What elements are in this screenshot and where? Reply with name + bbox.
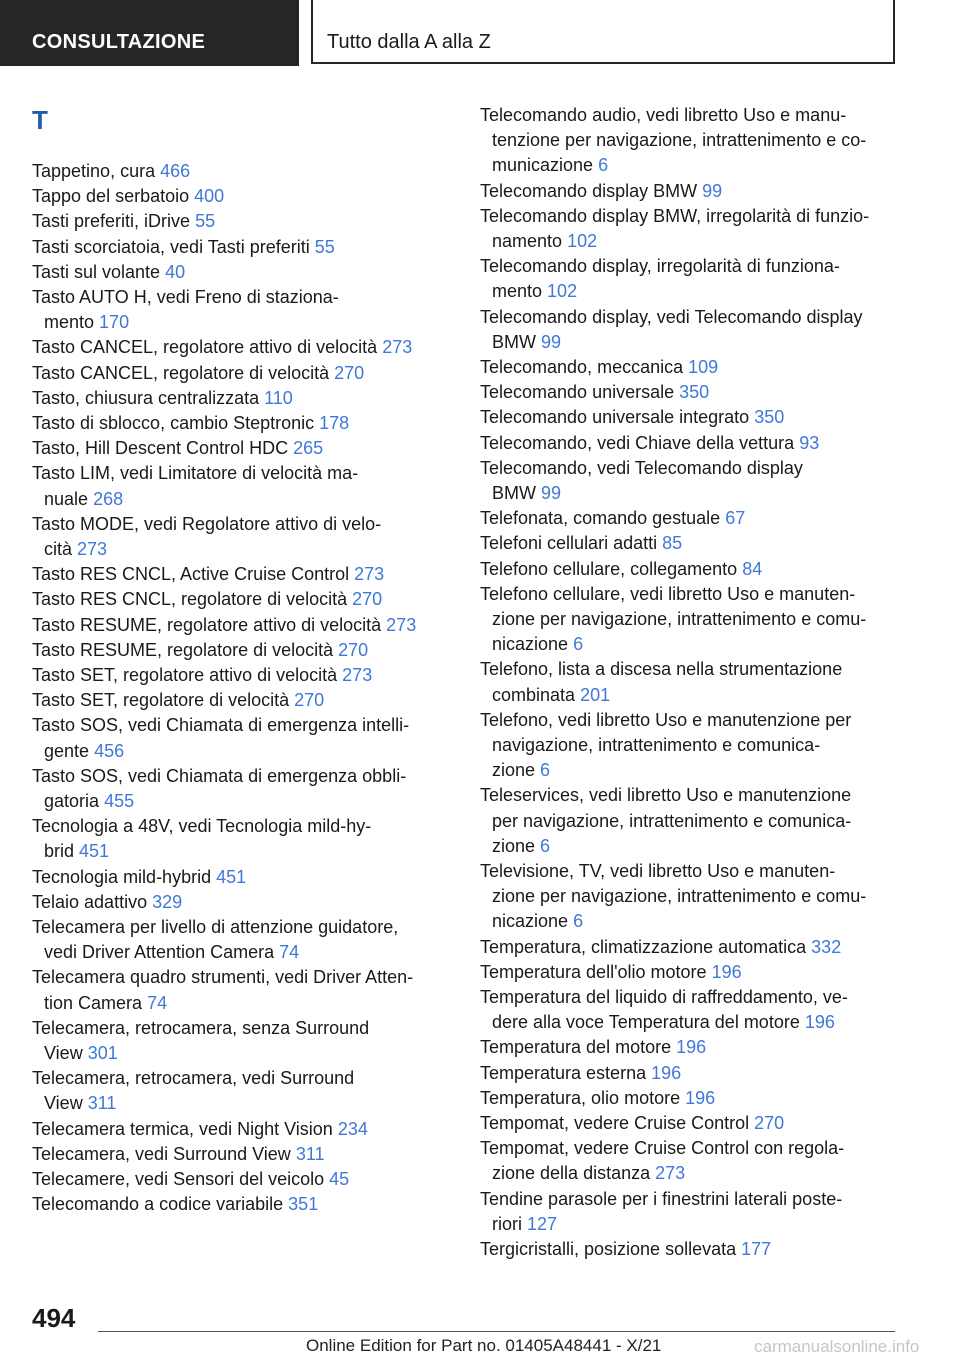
entry-text: Telecamera, vedi Surround View xyxy=(32,1143,291,1164)
index-entry xyxy=(32,713,447,763)
page-reference-link[interactable]: 196 xyxy=(685,1087,716,1108)
page-reference-link[interactable]: 177 xyxy=(741,1239,772,1259)
index-entry xyxy=(480,935,910,960)
entry-text: BMW xyxy=(492,331,536,352)
entry-text: Tasto SOS, vedi Chiamata di emergenza intelli- xyxy=(32,715,410,736)
index-entry xyxy=(32,1066,447,1116)
page-reference-link[interactable]: 196 xyxy=(711,961,742,982)
entry-text: brid xyxy=(44,841,75,862)
footer-divider xyxy=(98,1331,895,1332)
entry-text: Tasti preferiti, iDrive xyxy=(32,211,191,232)
entry-text: mento xyxy=(492,281,543,302)
entry-text: Telecamera, retrocamera, vedi Surround xyxy=(32,1068,355,1089)
entry-text: Tasto RESUME, regolatore attivo di velocità xyxy=(32,614,382,635)
page-reference-link[interactable]: 265 xyxy=(293,438,324,459)
page-reference-link[interactable]: 6 xyxy=(540,835,551,856)
entry-text: Tasto CANCEL, regolatore di velocità xyxy=(32,362,330,383)
index-entry xyxy=(32,764,447,814)
index-entry xyxy=(32,512,447,562)
entry-text: Telecomando audio, vedi libretto Uso e manu- xyxy=(480,105,847,125)
entry-text: Telecamera, retrocamera, senza Surround xyxy=(32,1017,370,1038)
index-entry xyxy=(480,431,910,456)
entry-text: Tasti scorciatoia, vedi Tasti preferiti xyxy=(32,236,310,257)
index-entry xyxy=(480,179,910,204)
index-entry xyxy=(480,254,910,304)
page-reference-link[interactable]: 456 xyxy=(94,740,125,761)
page-reference-link[interactable]: 451 xyxy=(79,841,110,862)
page-reference-link[interactable]: 178 xyxy=(319,413,350,433)
index-entry xyxy=(480,557,910,582)
entry-text: Telefonata, comando gestuale xyxy=(480,508,721,529)
entry-text: Tasto AUTO H, vedi Freno di staziona- xyxy=(32,287,339,307)
entry-text: Tecnologia a 48V, vedi Tecnologia mild-hy- xyxy=(32,816,372,837)
entry-text: navigazione, intrattenimento e comunica- xyxy=(492,735,821,755)
entry-text: Telecomando, vedi Chiave della vettura xyxy=(480,432,795,453)
index-entry xyxy=(480,103,910,179)
page-reference-link[interactable]: 196 xyxy=(651,1062,682,1083)
entry-text: Telecomando display BMW xyxy=(480,180,698,201)
index-entry xyxy=(32,688,447,713)
edition-note: Online Edition for Part no. 01405A48441 - X/21 xyxy=(306,1336,662,1355)
index-entry xyxy=(480,506,910,531)
page-reference-link[interactable]: 351 xyxy=(288,1194,319,1215)
entry-text: vedi Driver Attention Camera xyxy=(44,942,275,963)
index-entry xyxy=(480,355,910,380)
page-reference-link[interactable]: 273 xyxy=(342,665,373,685)
index-entry xyxy=(32,436,447,461)
index-entry xyxy=(32,865,447,890)
page-reference-link[interactable]: 400 xyxy=(194,186,225,207)
entry-text: View xyxy=(44,1043,83,1063)
index-entry xyxy=(32,814,447,864)
entry-text: Tasto SOS, vedi Chiamata di emergenza obbli- xyxy=(32,765,407,786)
page-reference-link[interactable]: 74 xyxy=(279,942,300,963)
page-reference-link[interactable]: 6 xyxy=(573,634,584,655)
page-reference-link[interactable]: 40 xyxy=(165,261,186,282)
page-reference-link[interactable]: 99 xyxy=(702,180,723,201)
entry-text: Tasto SET, regolatore di velocità xyxy=(32,690,290,711)
page-reference-link[interactable]: 311 xyxy=(87,1093,117,1114)
index-entry xyxy=(32,386,447,411)
index-entry xyxy=(480,204,910,254)
entry-text: zione xyxy=(492,760,536,781)
index-entry xyxy=(480,305,910,355)
entry-text: Telaio adattivo xyxy=(32,891,148,912)
index-entry xyxy=(480,1237,910,1262)
index-entry xyxy=(32,461,447,511)
index-entry xyxy=(32,613,447,638)
index-entry xyxy=(480,1187,910,1237)
index-entry xyxy=(32,159,447,184)
entry-text: Tasto SET, regolatore attivo di velocità xyxy=(32,665,338,685)
entry-text: combinata xyxy=(492,684,576,705)
entry-text: nicazione xyxy=(492,634,569,655)
page-reference-link[interactable]: 273 xyxy=(354,564,385,585)
entry-text: Telecamera quadro strumenti, vedi Driver Atten- xyxy=(32,967,414,988)
entry-text: Telefono, lista a discesa nella strumentazione xyxy=(480,659,843,680)
index-entry xyxy=(480,1111,910,1136)
page-reference-link[interactable]: 329 xyxy=(152,891,183,912)
entry-text: tion Camera xyxy=(44,992,143,1013)
page-reference-link[interactable]: 301 xyxy=(87,1043,118,1063)
entry-text: Telefono, vedi libretto Uso e manutenzione per xyxy=(480,709,852,730)
page-reference-link[interactable]: 350 xyxy=(679,382,710,403)
entry-text: tenzione per navigazione, intrattenimento e co- xyxy=(492,130,867,151)
page-reference-link[interactable]: 170 xyxy=(99,312,130,333)
entry-text: zione per navigazione, intrattenimento e comu- xyxy=(492,886,867,907)
index-entry xyxy=(32,562,447,587)
entry-text: gatoria xyxy=(44,791,100,811)
entry-text: Telecomando a codice variabile xyxy=(32,1194,284,1215)
page-reference-link[interactable]: 84 xyxy=(742,558,763,579)
page-reference-link[interactable]: 102 xyxy=(547,281,578,302)
index-entry xyxy=(32,260,447,285)
index-entry xyxy=(480,380,910,405)
entry-text: Temperatura dell'olio motore xyxy=(480,961,707,982)
entry-text: Telecamere, vedi Sensori del veicolo xyxy=(32,1169,325,1189)
index-entry xyxy=(480,1061,910,1086)
page-reference-link[interactable]: 55 xyxy=(314,236,335,257)
page-reference-link[interactable]: 273 xyxy=(655,1163,686,1184)
entry-text: Tasto RESUME, regolatore di velocità xyxy=(32,639,334,660)
page-reference-link[interactable]: 311 xyxy=(295,1143,325,1164)
entry-text: mento xyxy=(44,312,95,333)
index-entry xyxy=(480,456,910,506)
page-reference-link[interactable]: 270 xyxy=(352,589,383,610)
page-reference-link[interactable]: 127 xyxy=(527,1213,558,1234)
index-entry xyxy=(480,582,910,658)
page-reference-link[interactable]: 270 xyxy=(338,639,369,660)
entry-text: Televisione, TV, vedi libretto Uso e manuten- xyxy=(480,861,836,881)
page-reference-link[interactable]: 6 xyxy=(540,760,551,781)
entry-text: Telecomando, vedi Telecomando display xyxy=(480,457,803,478)
page-reference-link[interactable]: 93 xyxy=(799,432,820,453)
entry-text: Tasti sul volante xyxy=(32,261,161,282)
entry-text: per navigazione, intrattenimento e comunica- xyxy=(492,810,852,831)
entry-text: riori xyxy=(492,1213,522,1234)
index-entry xyxy=(32,184,447,209)
entry-text: Tasto RES CNCL, Active Cruise Control xyxy=(32,564,350,585)
entry-text: Telecamera per livello di attenzione guidatore, xyxy=(32,917,399,937)
entry-text: Teleservices, vedi libretto Uso e manutenzione xyxy=(480,785,852,806)
index-entry xyxy=(480,1035,910,1060)
index-entry xyxy=(32,1192,447,1217)
index-entry xyxy=(32,411,447,436)
index-entry xyxy=(480,531,910,556)
index-entry xyxy=(32,335,447,360)
index-entry xyxy=(480,708,910,784)
index-entry xyxy=(32,285,447,335)
entry-text: Tasto LIM, vedi Limitatore di velocità ma- xyxy=(32,463,359,484)
index-entry xyxy=(32,209,447,234)
entry-text: Temperatura del liquido di raffreddamento, ve- xyxy=(480,987,848,1007)
page-reference-link[interactable]: 273 xyxy=(382,337,413,358)
page-reference-link[interactable]: 67 xyxy=(725,508,746,529)
page-reference-link[interactable]: 201 xyxy=(580,684,611,705)
page-reference-link[interactable]: 110 xyxy=(264,387,293,408)
entry-text: Telefono cellulare, vedi libretto Uso e manuten- xyxy=(480,583,856,604)
page-reference-link[interactable]: 99 xyxy=(541,331,562,352)
index-entry xyxy=(32,638,447,663)
page-reference-link[interactable]: 455 xyxy=(104,791,135,811)
index-entry xyxy=(32,1167,447,1192)
page-reference-link[interactable]: 451 xyxy=(216,866,247,887)
page-reference-link[interactable]: 45 xyxy=(329,1169,350,1189)
page-reference-link[interactable]: 466 xyxy=(160,161,191,181)
entry-text: cità xyxy=(44,539,73,559)
entry-text: zione xyxy=(492,835,536,856)
entry-text: Temperatura esterna xyxy=(480,1062,647,1083)
entry-text: Tempomat, vedere Cruise Control xyxy=(480,1113,750,1133)
entry-text: Telecomando display, vedi Telecomando display xyxy=(480,306,863,327)
index-entry xyxy=(32,235,447,260)
page-reference-link[interactable]: 99 xyxy=(541,483,562,503)
entry-text: zione della distanza xyxy=(492,1163,651,1184)
entry-text: Telefono cellulare, collegamento xyxy=(480,558,738,579)
index-entry xyxy=(480,405,910,430)
index-entry xyxy=(32,1016,447,1066)
page-reference-link[interactable]: 332 xyxy=(811,936,842,957)
page-reference-link[interactable]: 273 xyxy=(386,614,417,635)
page-reference-link[interactable]: 109 xyxy=(688,357,719,377)
page-reference-link[interactable]: 268 xyxy=(93,488,124,509)
entry-text: dere alla voce Temperatura del motore xyxy=(492,1012,800,1033)
page-reference-link[interactable]: 270 xyxy=(754,1113,785,1133)
entry-text: Tempomat, vedere Cruise Control con regola- xyxy=(480,1138,845,1159)
entry-text: BMW xyxy=(492,483,536,503)
index-entry xyxy=(480,783,910,859)
entry-text: Tasto di sblocco, cambio Steptronic xyxy=(32,413,315,433)
page-number: 494 xyxy=(32,1303,76,1333)
index-entry xyxy=(32,1117,447,1142)
index-entry xyxy=(480,859,910,935)
entry-text: namento xyxy=(492,231,563,251)
entry-text: Telecomando universale integrato xyxy=(480,407,750,428)
entry-text: Telecomando display BMW, irregolarità di funzio- xyxy=(480,205,870,226)
index-entry xyxy=(32,965,447,1015)
page-reference-link[interactable]: 196 xyxy=(676,1037,707,1058)
page-reference-link[interactable]: 196 xyxy=(804,1012,835,1033)
index-entry xyxy=(32,890,447,915)
entry-text: Tappetino, cura xyxy=(32,161,156,181)
index-entry xyxy=(480,657,910,707)
page-reference-link[interactable]: 55 xyxy=(195,211,216,232)
page-reference-link[interactable]: 6 xyxy=(573,911,584,932)
entry-text: Tasto MODE, vedi Regolatore attivo di velo- xyxy=(32,513,382,534)
entry-text: Temperatura, olio motore xyxy=(480,1087,681,1108)
entry-text: View xyxy=(44,1093,83,1114)
entry-text: Telecamera termica, vedi Night Vision xyxy=(32,1118,333,1139)
entry-text: nuale xyxy=(44,488,89,509)
entry-text: Tendine parasole per i finestrini laterali poste- xyxy=(480,1188,843,1209)
chapter-title: Tutto dalla A alla Z xyxy=(311,0,895,64)
entry-text: zione per navigazione, intrattenimento e comu- xyxy=(492,609,867,629)
page-reference-link[interactable]: 6 xyxy=(598,155,609,176)
entry-text: Telecomando, meccanica xyxy=(480,357,684,377)
entry-text: Tasto, Hill Descent Control HDC xyxy=(32,438,289,459)
entry-text: Tappo del serbatoio xyxy=(32,186,190,207)
entry-text: Tasto RES CNCL, regolatore di velocità xyxy=(32,589,348,610)
index-entry xyxy=(480,960,910,985)
page-reference-link[interactable]: 273 xyxy=(77,539,108,559)
page-reference-link[interactable]: 270 xyxy=(334,362,365,383)
entry-text: nicazione xyxy=(492,911,569,932)
entry-text: Telecomando display, irregolarità di funziona- xyxy=(480,256,840,277)
index-entry xyxy=(32,361,447,386)
page-reference-link[interactable]: 85 xyxy=(662,533,683,554)
entry-text: Tecnologia mild-hybrid xyxy=(32,866,212,887)
index-entry xyxy=(32,1142,447,1167)
index-letter-heading: T xyxy=(32,105,48,135)
index-entry xyxy=(480,985,910,1035)
page-reference-link[interactable]: 102 xyxy=(567,231,598,251)
entry-text: municazione xyxy=(492,155,594,176)
index-entry xyxy=(32,587,447,612)
index-entry xyxy=(480,1086,910,1111)
entry-text: Tasto, chiusura centralizzata xyxy=(32,387,260,408)
entry-text: Tergicristalli, posizione sollevata xyxy=(480,1239,737,1259)
entry-text: Telecomando universale xyxy=(480,382,675,403)
entry-text: Temperatura, climatizzazione automatica xyxy=(480,936,807,957)
header-bar xyxy=(0,0,960,66)
entry-text: gente xyxy=(44,740,90,761)
page-reference-link[interactable]: 270 xyxy=(294,690,325,711)
index-entry xyxy=(32,663,447,688)
page-reference-link[interactable]: 74 xyxy=(147,992,168,1013)
watermark: carmanualsonline.info xyxy=(754,1337,920,1356)
page-reference-link[interactable]: 234 xyxy=(337,1118,368,1139)
page-reference-link[interactable]: 350 xyxy=(754,407,785,428)
entry-text: Telefoni cellulari adatti xyxy=(480,533,658,554)
index-entry xyxy=(32,915,447,965)
index-entry xyxy=(480,1136,910,1186)
entry-text: Temperatura del motore xyxy=(480,1037,672,1058)
section-tab: CONSULTAZIONE xyxy=(0,0,299,66)
entry-text: Tasto CANCEL, regolatore attivo di velocità xyxy=(32,337,378,358)
